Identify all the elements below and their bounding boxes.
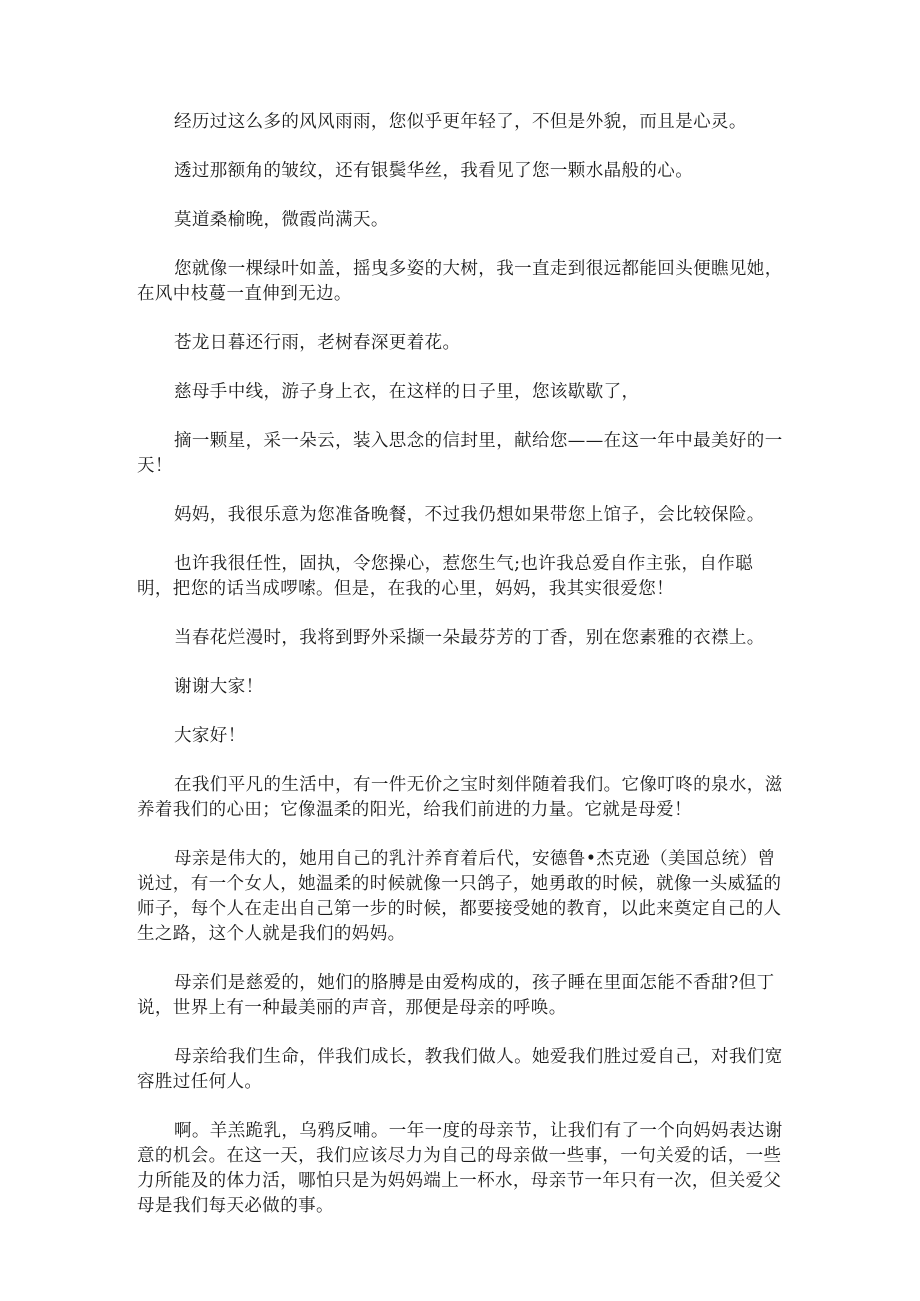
paragraph: 啊。羊羔跪乳，乌鸦反哺。一年一度的母亲节，让我们有了一个向妈妈表达谢意的机会。在这一天，我们应该尽力为自己的母亲做一些事，一句关爱的话，一些力所能及的体力活，哪怕只是为妈妈端上一杯水，母亲节一年只有一次，但关爱父母是我们每天必做的事。	[137, 1121, 783, 1216]
paragraph: 大家好！	[174, 726, 246, 746]
paragraph: 母亲是伟大的，她用自己的乳汁养育着后代，安德鲁•杰克逊（美国总统）曾说过，有一个女人，她温柔的时候就像一只鸽子，她勇敢的时候，就像一头威猛的师子，每个人在走出自己第一步的时候，都要接受她的教育，以此来奠定自己的人生之路，这个人就是我们的妈妈。	[137, 849, 782, 944]
paragraph: 当春花烂漫时，我将到野外采撷一朵最芬芳的丁香，别在您素雅的衣襟上。	[174, 628, 765, 648]
paragraph: 慈母手中线，游子身上衣，在这样的日子里，您该歇歇了，	[174, 382, 640, 402]
paragraph: 在我们平凡的生活中，有一件无价之宝时刻伴随着我们。它像叮咚的泉水，滋养着我们的心田；它像温柔的阳光，给我们前进的力量。它就是母爱！	[137, 775, 783, 820]
paragraph: 妈妈，我很乐意为您准备晚餐，不过我仍想如果带您上馆子，会比较保险。	[174, 505, 765, 525]
paragraph: 您就像一棵绿叶如盖，摇曳多姿的大树，我一直走到很远都能回头便瞧见她，在风中枝蔓一直伸到无边。	[137, 259, 783, 304]
paragraph: 经历过这么多的风风雨雨，您似乎更年轻了，不但是外貌，而且是心灵。	[174, 112, 747, 132]
paragraph: 莫道桑榆晚，微霞尚满天。	[174, 210, 389, 230]
paragraph: 母亲给我们生命，伴我们成长，教我们做人。她爱我们胜过爱自己，对我们宽容胜过任何人。	[137, 1047, 783, 1092]
document-body	[137, 110, 785, 1243]
paragraph: 摘一颗星，采一朵云，装入思念的信封里，献给您——在这一年中最美好的一天！	[137, 431, 783, 476]
paragraph: 透过那额角的皱纹，还有银鬓华丝，我看见了您一颗水晶般的心。	[174, 161, 694, 181]
paragraph: 苍龙日暮还行雨，老树春深更着花。	[174, 333, 461, 353]
paragraph: 谢谢大家！	[174, 677, 264, 697]
paragraph: 母亲们是慈爱的，她们的胳膊是由爱构成的，孩子睡在里面怎能不香甜?但丁说，世界上有一种最美丽的声音，那便是母亲的呼唤。	[137, 973, 775, 1018]
paragraph: 也许我很任性，固执，令您操心，惹您生气;也许我总爱自作主张，自作聪明，把您的话当成啰嗦。但是，在我的心里，妈妈，我其实很爱您！	[137, 554, 754, 599]
